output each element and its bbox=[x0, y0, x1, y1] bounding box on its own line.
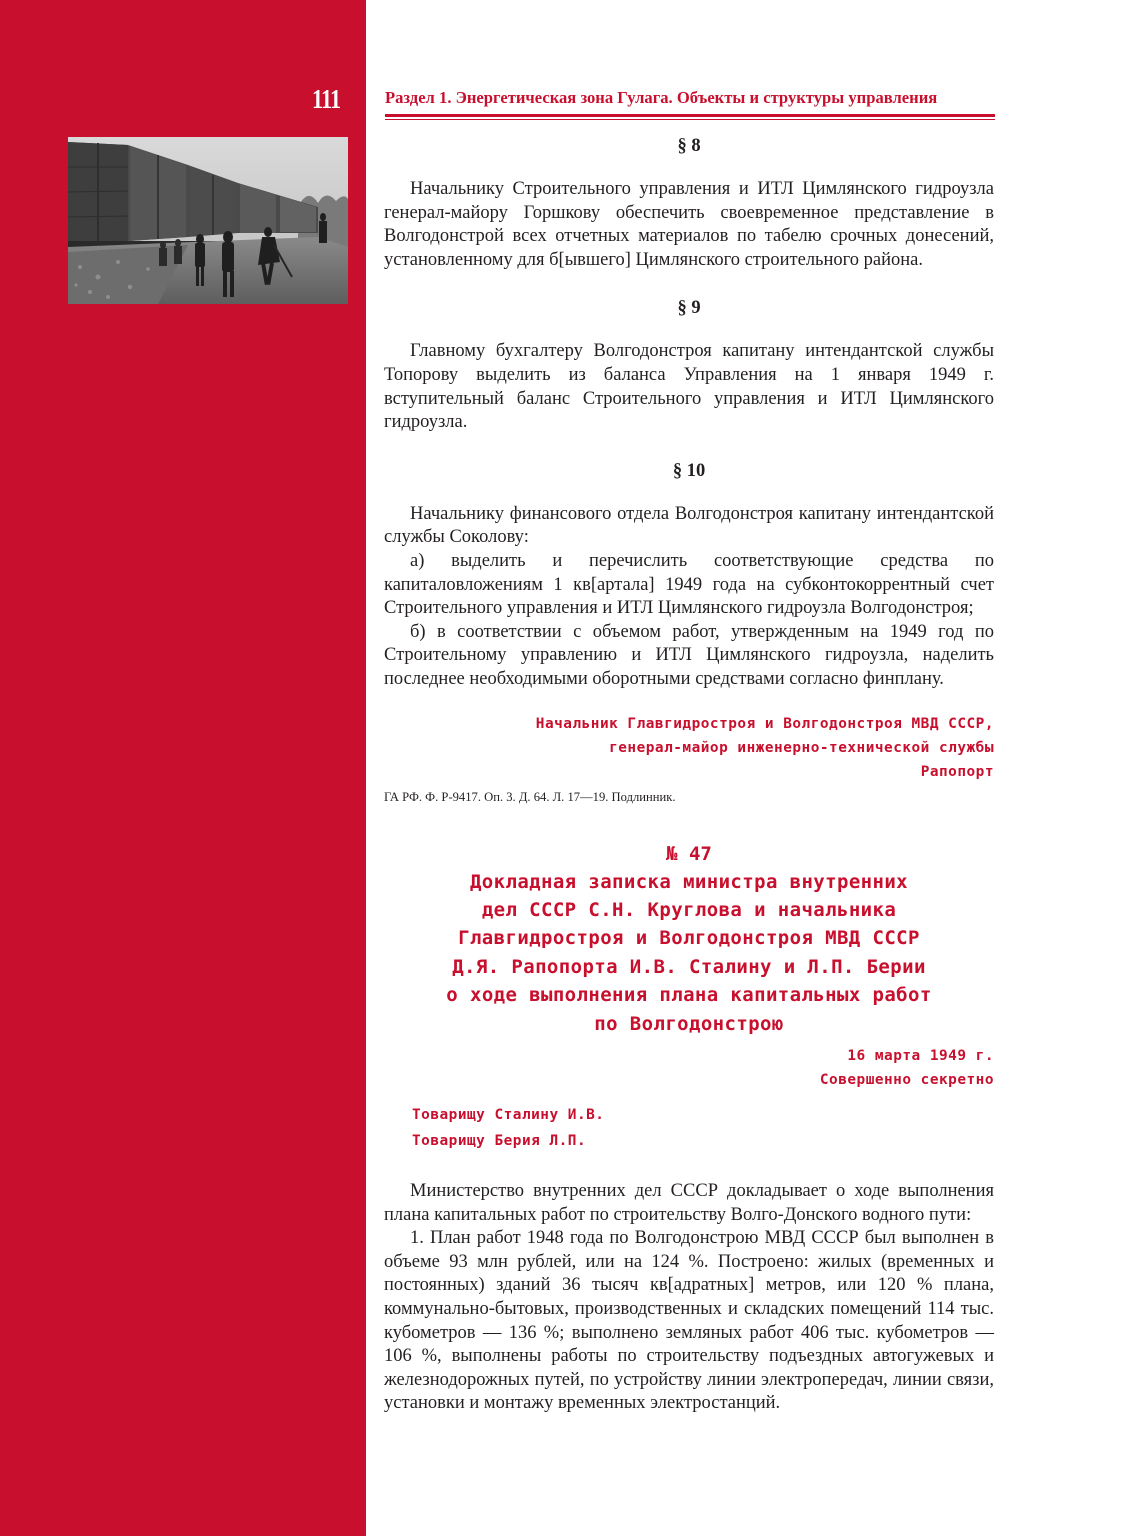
page-number: 111 bbox=[312, 84, 341, 114]
date-classification bbox=[384, 1044, 994, 1092]
signature-line: Начальник Главгидростроя и Волгодонстроя МВД СССР, bbox=[535, 715, 994, 732]
section-heading: § 10 bbox=[672, 460, 706, 481]
section-heading: § 9 bbox=[677, 298, 701, 319]
title-line: Докладная записка министра внутренних bbox=[469, 870, 909, 893]
archival-photo bbox=[68, 137, 348, 304]
archival-photo-railway-workers-icon bbox=[68, 137, 348, 304]
title-line: Д.Я. Рапопорта И.В. Сталину и Л.П. Берии bbox=[452, 955, 926, 978]
section-8 bbox=[384, 132, 994, 272]
signature-name: Рапопорт bbox=[920, 763, 994, 780]
section-paragraph: Начальнику Строительного управления и ИТЛ Цимлянского гидроузла генерал-майору Горшкову обеспечить своевременное представление в Волгодонстрой всех отчетных материалов по табелю срочных донесений, установленному для б[ывшего] Цимлянского строительного района. bbox=[384, 179, 994, 270]
section-paragraph: Главному бухгалтеру Волгодонстроя капитану интендантской службы Топорову выделить из баланса Управления на 1 января 1949 г. вступительный баланс Строительного управления и ИТЛ Цимлянского гидроузла. bbox=[384, 341, 994, 433]
main-content bbox=[384, 132, 994, 1416]
header-rule-thin bbox=[385, 119, 995, 120]
signature-block bbox=[384, 712, 994, 784]
header-rule bbox=[385, 114, 995, 117]
body-paragraph: Министерство внутренних дел СССР докладывает о ходе выполнения плана капитальных работ по строительству Волго-Донского водного пути: bbox=[384, 1180, 994, 1225]
title-line: дел СССР С.Н. Круглова и начальника bbox=[481, 898, 897, 921]
section-paragraph: а) выделить и перечислить соответствующие средства по капиталовложениям 1 кв[артала] 1949 года на субконтокоррентный счет Строительного управления и ИТЛ Цимлянского гидроузла Волгодонстроя; bbox=[384, 550, 994, 619]
section-10 bbox=[384, 457, 994, 692]
archive-source: ГА РФ. Ф. Р-9417. Оп. 3. Д. 64. Л. 17—19. Подлинник. bbox=[384, 789, 676, 804]
classification-label: Совершенно секретно bbox=[819, 1071, 994, 1088]
addressees bbox=[384, 1102, 994, 1154]
document-date: 16 марта 1949 г. bbox=[847, 1047, 994, 1064]
document-number: № 47 bbox=[666, 842, 712, 865]
title-line: по Волгодонстрою bbox=[594, 1012, 784, 1035]
signature-line: генерал-майор инженерно-технической службы bbox=[609, 739, 994, 756]
title-line: о ходе выполнения плана капитальных работ bbox=[446, 984, 932, 1007]
addressee: Товарищу Сталину И.В. bbox=[412, 1106, 605, 1123]
document-body bbox=[384, 1180, 994, 1416]
title-line: Главгидростроя и Волгодонстроя МВД СССР bbox=[458, 927, 920, 950]
document-title bbox=[384, 868, 994, 1038]
running-head: Раздел 1. Энергетическая зона Гулага. Объекты и структуры управления bbox=[385, 88, 938, 107]
section-heading: § 8 bbox=[677, 136, 701, 156]
addressee: Товарищу Берия Л.П. bbox=[412, 1132, 587, 1149]
body-paragraph: 1. План работ 1948 года по Волгодонстрою МВД СССР был выполнен в объеме 93 млн рублей, или на 124 %. Построено: жилых (временных и постоянных) зданий 36 тысяч кв[адратных] метров, или 120 % плана, коммунально-бытовых, производственных и складских помещений 114 тыс. кубометров — 136 %; выполнено земляных работ 406 тыс. кубометров — 106 %, выполнены работы по строительству подъездных автогужевых и железнодорожных путей, по устройству линии электропередач, линии связи, установки и монтажу временных электростанций. bbox=[384, 1228, 994, 1414]
section-paragraph: Начальнику финансового отдела Волгодонстроя капитану интендантской службы Соколову: bbox=[384, 503, 994, 548]
section-paragraph: б) в соответствии с объемом работ, утвержденным на 1949 год по Строительному управлению и ИТЛ Цимлянского гидроузла, наделить последнее необходимыми оборотными средствами согласно финплану. bbox=[384, 621, 994, 689]
section-9 bbox=[384, 294, 994, 434]
